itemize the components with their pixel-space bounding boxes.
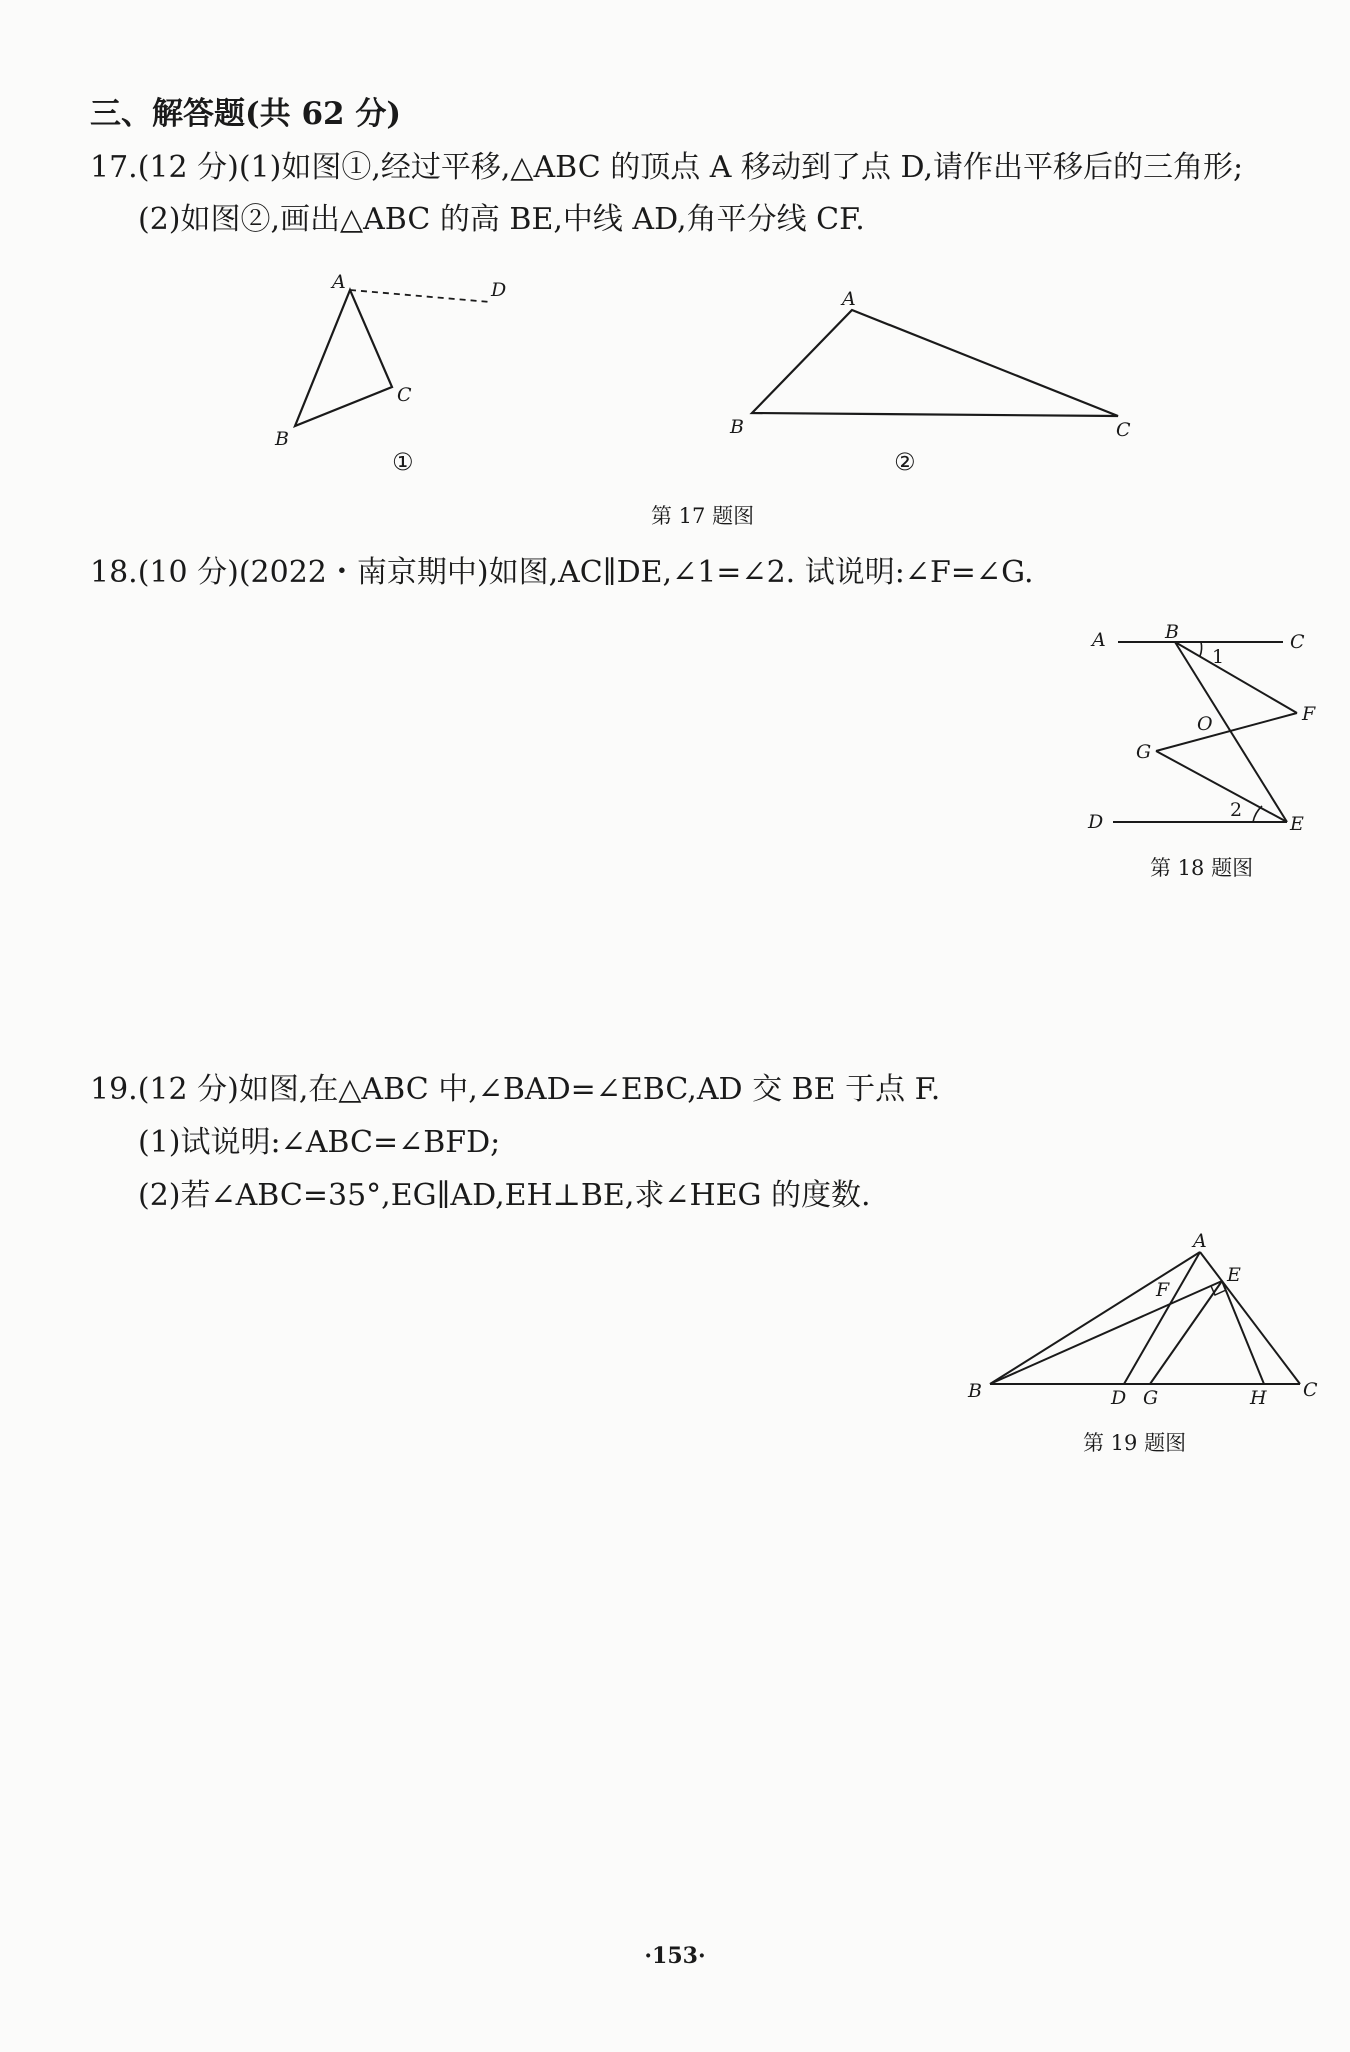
fig17-1-label-b: B [275,428,289,450]
figure-17-2 [752,310,1118,416]
fig18-label-f: F [1302,703,1316,725]
question-17-part1: 17.(12 分)(1)如图①,经过平移,△ABC 的顶点 A 移动到了点 D,请作出平移后的三角形; [90,150,1244,185]
segment-fg [1156,713,1297,751]
fig18-label-o: O [1197,713,1213,735]
fig17-1-label-c: C [397,384,412,406]
fig18-label-1: 1 [1212,646,1225,668]
fig18-label-c: C [1290,631,1305,653]
fig18-label-a: A [1092,629,1106,651]
fig17-1-label-d: D [491,279,507,301]
fig19-label-b: B [968,1380,982,1402]
question-19-stem: 19.(12 分)如图,在△ABC 中,∠BAD=∠EBC,AD 交 BE 于点 F. [90,1072,941,1107]
page-number: ·153· [644,1943,706,1969]
angle-1-arc [1200,642,1202,656]
fig17-2-mark: ② [894,448,916,476]
fig18-label-g: G [1136,741,1152,763]
fig19-label-c: C [1303,1379,1318,1401]
fig17-2-label-b: B [730,416,744,438]
fig18-label-e: E [1290,813,1304,835]
segment-ad [1124,1252,1200,1384]
segment-ge [1156,751,1287,822]
segment-be [1175,642,1287,822]
triangle-abc-1 [295,290,392,426]
figure-19 [990,1252,1300,1384]
dashed-segment-ad [350,290,490,302]
question-19-part2: (2)若∠ABC=35°,EG∥AD,EH⊥BE,求∠HEG 的度数. [138,1178,871,1213]
question-18: 18.(10 分)(2022・南京期中)如图,AC∥DE,∠1=∠2. 试说明:∠F=∠G. [90,555,1034,590]
figure-17-caption: 第 17 题图 [651,504,755,528]
figure-18-caption: 第 18 题图 [1150,856,1254,880]
fig19-label-a: A [1193,1230,1207,1252]
fig17-1-label-a: A [332,271,346,293]
triangle-abc-2 [752,310,1118,416]
figure-19-caption: 第 19 题图 [1083,1431,1187,1455]
fig19-label-e: E [1227,1264,1241,1286]
fig17-1-mark: ① [392,448,414,476]
fig18-label-d: D [1088,811,1104,833]
fig19-label-g: G [1143,1387,1159,1409]
section-title: 三、解答题(共 62 分) [90,96,402,132]
angle-2-arc [1253,806,1262,822]
fig18-label-2: 2 [1230,799,1243,821]
segment-eh [1222,1281,1264,1384]
fig17-2-label-a: A [842,288,856,310]
segment-ac [1200,1252,1300,1384]
fig18-label-b: B [1165,621,1179,643]
fig19-label-f: F [1156,1279,1170,1301]
question-17-part2: (2)如图②,画出△ABC 的高 BE,中线 AD,角平分线 CF. [138,202,865,237]
fig17-2-label-c: C [1116,419,1131,441]
figure-17-1 [295,290,490,426]
question-19-part1: (1)试说明:∠ABC=∠BFD; [138,1125,501,1160]
fig19-label-d: D [1111,1387,1127,1409]
segment-ab [990,1252,1200,1384]
segment-bf [1175,642,1297,713]
fig19-label-h: H [1250,1387,1267,1409]
